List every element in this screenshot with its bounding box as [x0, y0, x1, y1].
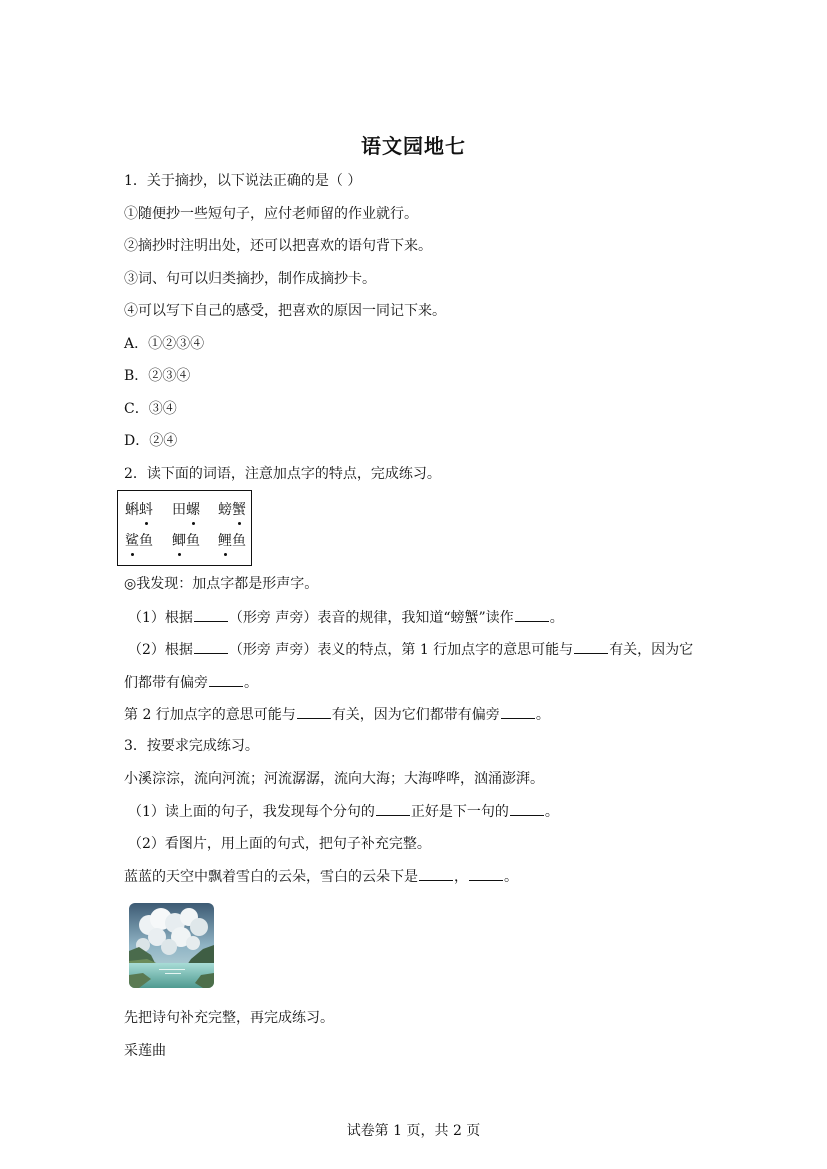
text: （2）根据: [128, 642, 193, 658]
word-shark: [125, 531, 153, 551]
answer-blank[interactable]: [194, 607, 228, 622]
landscape-image: [129, 903, 214, 988]
text: 第 2 行加点字的意思可能与: [124, 707, 296, 723]
answer-blank[interactable]: [209, 672, 243, 687]
page-title: 语文园地七: [361, 134, 466, 158]
dotted-char: 鲤: [218, 533, 232, 549]
word-carp: [218, 531, 246, 551]
answer-blank[interactable]: [501, 704, 535, 719]
dotted-char: 蚪: [139, 502, 153, 518]
q4-intro: 先把诗句补充完整，再完成练习。: [124, 1010, 334, 1026]
text: 有关，因为它: [609, 642, 694, 658]
q2-part3: [124, 704, 550, 725]
text: （1）读上面的句子，我发现每个分句的: [128, 804, 375, 820]
q3-fill-sentence: [124, 866, 518, 887]
text: 。: [549, 610, 564, 626]
text: 。: [544, 804, 559, 820]
text: 们都带有偏旁: [124, 675, 208, 691]
answer-blank[interactable]: [515, 607, 549, 622]
q2-part1: [128, 607, 564, 628]
page-footer: 试卷第 1 页，共 2 页: [346, 1123, 481, 1139]
q2-found: ◎我发现：加点字都是形声字。: [124, 576, 319, 592]
q1-option-c: C．③④: [124, 401, 177, 417]
word-box: [117, 490, 252, 566]
dotted-char: 蟹: [232, 502, 246, 518]
answer-blank[interactable]: [297, 704, 331, 719]
text: ，: [454, 869, 468, 885]
text: 蓝蓝的天空中飘着雪白的云朵，雪白的云朵下是: [124, 869, 418, 885]
word-char: 田: [172, 502, 186, 518]
word-char: 螃: [218, 502, 232, 518]
q1-statement-2: ②摘抄时注明出处，还可以把喜欢的语句背下来。: [124, 238, 432, 254]
answer-blank[interactable]: [419, 866, 453, 881]
word-char: 蝌: [125, 502, 139, 518]
q1-statement-1: ①随便抄一些短句子，应付老师留的作业就行。: [124, 206, 418, 222]
word-crab: [218, 500, 246, 520]
q1-option-b: B．②③④: [124, 368, 191, 384]
answer-blank[interactable]: [574, 639, 608, 654]
text: （形旁 声旁）表音的规律，我知道“螃蟹”读作: [228, 610, 514, 626]
q1-statement-3: ③词、句可以归类摘抄，制作成摘抄卡。: [124, 271, 376, 287]
text: 。: [244, 675, 258, 691]
dotted-char: 螺: [186, 502, 200, 518]
q3-sentence: 小溪淙淙，流向河流；河流潺潺，流向大海；大海哗哗，汹涌澎湃。: [124, 771, 544, 787]
text: 。: [504, 869, 518, 885]
text: 。: [535, 707, 550, 723]
q2-part2: [128, 639, 693, 660]
q1-stem: 1．关于摘抄，以下说法正确的是（ ）: [124, 173, 362, 189]
sky-lake-picture: [129, 903, 214, 988]
word-char: 鱼: [139, 533, 153, 549]
dotted-char: 鲫: [172, 533, 186, 549]
dotted-char: 鲨: [125, 533, 139, 549]
answer-blank[interactable]: [376, 801, 410, 816]
text: （1）根据: [128, 610, 193, 626]
text: 有关，因为它们都带有偏旁: [331, 707, 500, 723]
answer-blank[interactable]: [510, 801, 544, 816]
q1-option-d: D．②④: [124, 433, 178, 449]
word-crucian: [172, 531, 200, 551]
word-tadpole: [125, 500, 153, 520]
word-char: 鱼: [186, 533, 200, 549]
word-char: 鱼: [232, 533, 246, 549]
q2-stem: 2．读下面的词语，注意加点字的特点，完成练习。: [124, 466, 441, 482]
word-snail: [172, 500, 200, 520]
q3-part1: [128, 801, 559, 822]
q1-statement-4: ④可以写下自己的感受，把喜欢的原因一同记下来。: [124, 303, 446, 319]
q1-option-a: A．①②③④: [124, 336, 205, 352]
q2-part2-cont: [124, 672, 258, 693]
q3-stem: 3．按要求完成练习。: [124, 738, 259, 754]
answer-blank[interactable]: [469, 866, 503, 881]
answer-blank[interactable]: [194, 639, 228, 654]
text: （形旁 声旁）表义的特点，第 1 行加点字的意思可能与: [228, 642, 574, 658]
text: 正好是下一句的: [410, 804, 509, 820]
poem-title: 采莲曲: [124, 1043, 166, 1059]
q3-part2: （2）看图片，用上面的句式，把句子补充完整。: [128, 836, 431, 852]
